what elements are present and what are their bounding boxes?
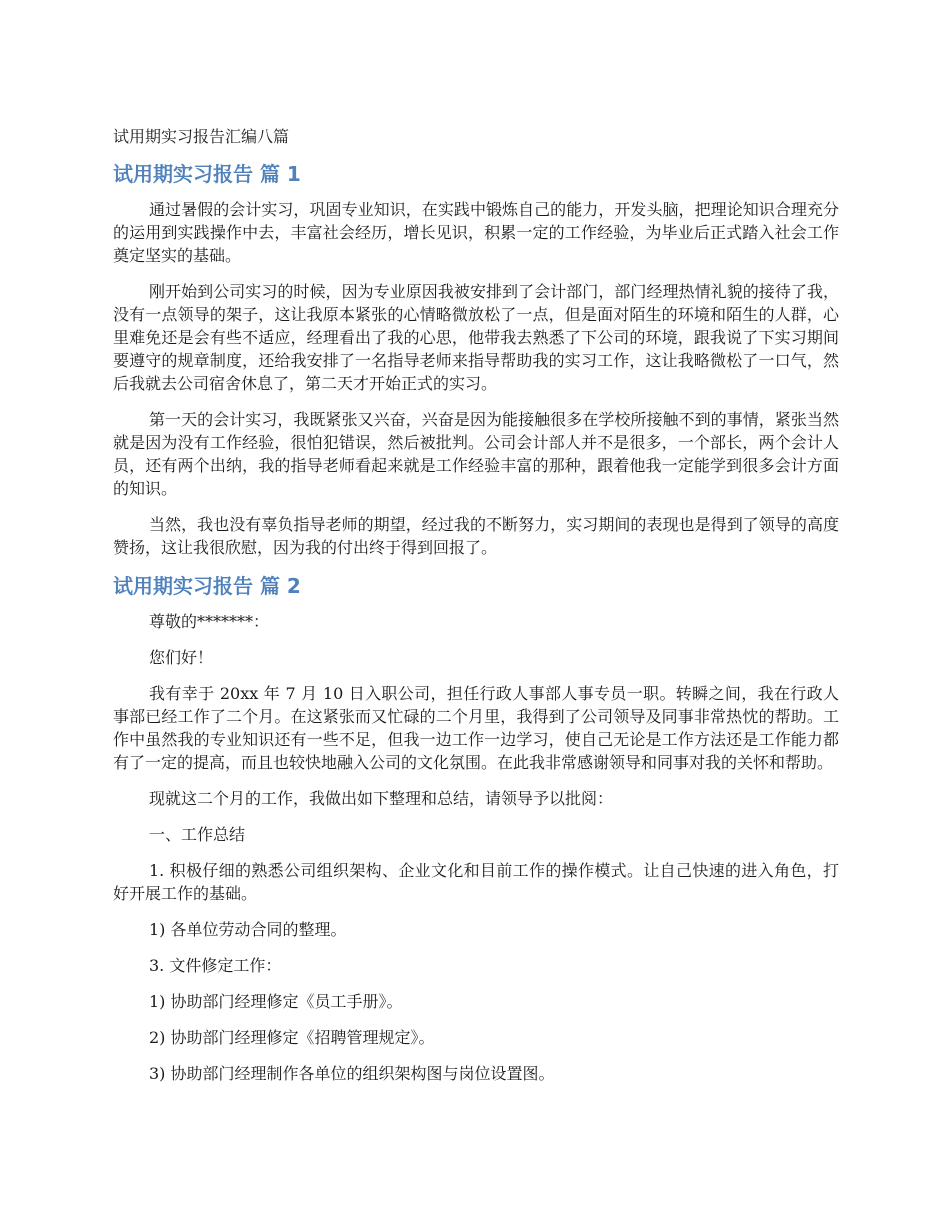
document-title: 试用期实习报告汇编八篇 — [113, 127, 290, 146]
paragraph: 现就这二个月的工作，我做出如下整理和总结，请领导予以批阅： — [149, 789, 614, 808]
paragraph: 刚开始到公司实习的时候，因为专业原因我被安排到了会计部门，部门经理热情礼貌的接待了我，没有一点领导的架子，这让我原本紧张的心情略微放松了一点，但是面对陌生的环境和陌生的人群，心里难免还是会有些不适应，经理看出了我的心思，他带我去熟悉了下公司的环境，跟我说了下实习期间要遵守的规章制度，还给我安排了一名指导老师来指导帮助我的实习工作，这让我略微松了一口气，然后我就去公司宿舍休息了，第二天才开始正式的实习。 — [113, 282, 839, 393]
list-item: 1. 积极仔细的熟悉公司组织架构、企业文化和目前工作的操作模式。让自己快速的进入角色，打好开展工作的基础。 — [113, 861, 839, 903]
list-item: 3. 文件修定工作： — [149, 956, 282, 975]
section-1 — [113, 160, 839, 559]
list-item: 1) 各单位劳动合同的整理。 — [149, 920, 347, 939]
list-item: 3) 协助部门经理制作各单位的组织架构图与岗位设置图。 — [149, 1064, 555, 1083]
document-page — [113, 124, 839, 1098]
paragraph: 当然，我也没有辜负指导老师的期望，经过我的不断努力，实习期间的表现也是得到了领导的高度赞扬，这让我很欣慰，因为我的付出终于得到回报了。 — [113, 515, 839, 557]
paragraph: 第一天的会计实习，我既紧张又兴奋，兴奋是因为能接触很多在学校所接触不到的事情，紧张当然就是因为没有工作经验，很怕犯错误，然后被批判。公司会计部人并不是很多，一个部长，两个会计人员，还有两个出纳，我的指导老师看起来就是工作经验丰富的那种，跟着他我一定能学到很多会计方面的知识。 — [113, 410, 839, 498]
section-2-heading: 试用期实习报告 篇 2 — [113, 574, 301, 598]
paragraph: 我有幸于 20xx 年 7 月 10 日入职公司，担任行政人事部人事专员一职。转瞬之间，我在行政人事部已经工作了二个月。在这紧张而又忙碌的二个月里，我得到了公司领导及同事非常热忱的帮助。工作中虽然我的专业知识还有一些不足，但我一边工作一边学习，使自己无论是工作方法还是工作能力都有了一定的提高，而且也较快地融入公司的文化氛围。在此我非常感谢领导和同事对我的关怀和帮助。 — [113, 684, 839, 772]
salutation: 尊敬的*******： — [149, 612, 270, 631]
section-2 — [113, 572, 839, 1085]
paragraph: 通过暑假的会计实习，巩固专业知识，在实践中锻炼自己的能力，开发头脑，把理论知识合理充分的运用到实践操作中去，丰富社会经历，增长见识，积累一定的工作经验，为毕业后正式踏入社会工作奠定坚实的基础。 — [113, 200, 839, 265]
section-1-heading: 试用期实习报告 篇 1 — [113, 162, 301, 186]
list-item: 1) 协助部门经理修定《员工手册》。 — [149, 992, 403, 1011]
list-item: 2) 协助部门经理修定《招聘管理规定》。 — [149, 1028, 435, 1047]
greeting: 您们好！ — [149, 648, 214, 667]
subheading: 一、工作总结 — [149, 825, 246, 844]
